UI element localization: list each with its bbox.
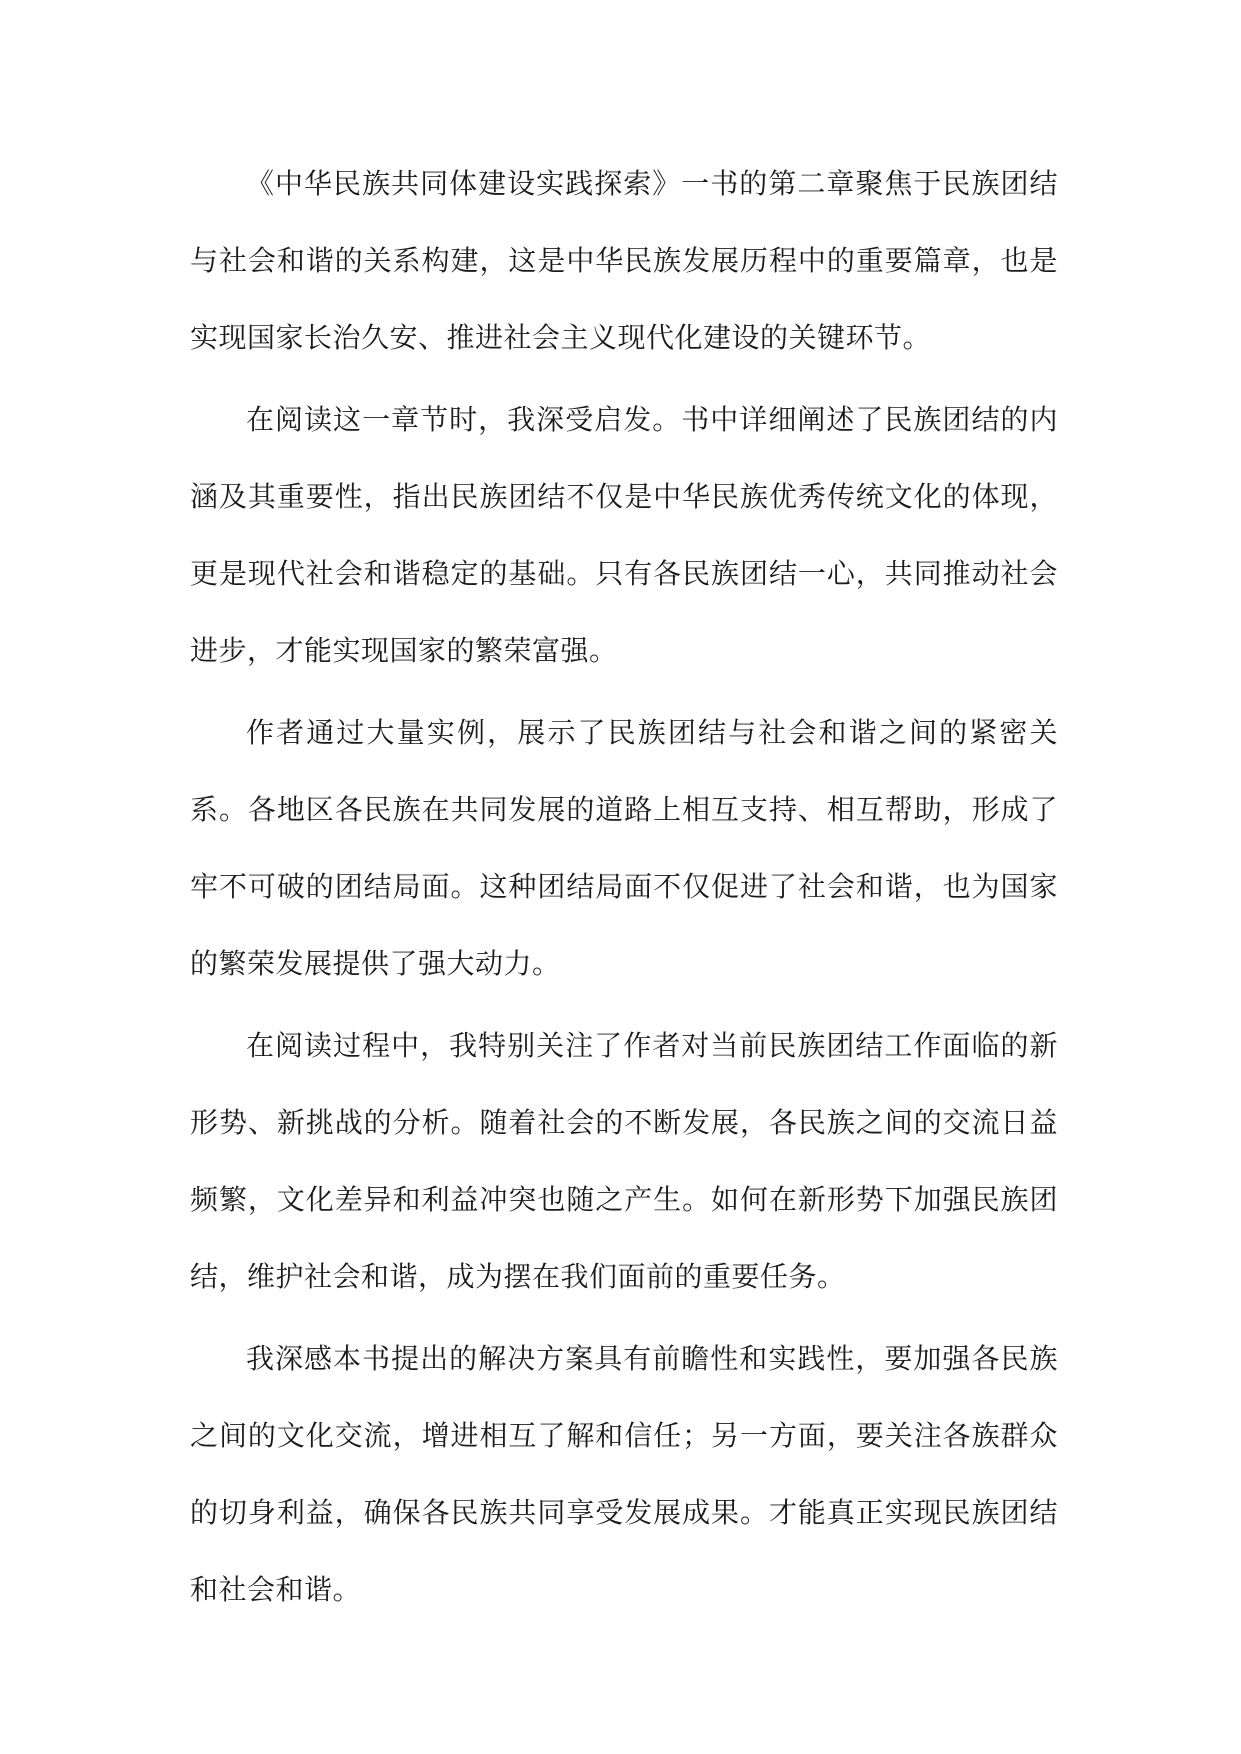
document-body <box>190 145 1058 1633</box>
paragraph-2: 在阅读这一章节时，我深受启发。书中详细阐述了民族团结的内涵及其重要性，指出民族团结不仅是中华民族优秀传统文化的体现，更是现代社会和谐稳定的基础。只有各民族团结一心，共同推动社会进步，才能实现国家的繁荣富强。 <box>190 403 1058 667</box>
paragraph-1: 《中华民族共同体建设实践探索》一书的第二章聚焦于民族团结与社会和谐的关系构建，这是中华民族发展历程中的重要篇章，也是实现国家长治久安、推进社会主义现代化建设的关键环节。 <box>190 167 1058 354</box>
paragraph-3: 作者通过大量实例，展示了民族团结与社会和谐之间的紧密关系。各地区各民族在共同发展的道路上相互支持、相互帮助，形成了牢不可破的团结局面。这种团结局面不仅促进了社会和谐，也为国家的繁荣发展提供了强大动力。 <box>190 716 1058 980</box>
paragraph-5: 我深感本书提出的解决方案具有前瞻性和实践性，要加强各民族之间的文化交流，增进相互了解和信任；另一方面，要关注各族群众的切身利益，确保各民族共同享受发展成果。才能真正实现民族团结和社会和谐。 <box>190 1342 1058 1606</box>
paragraph-4: 在阅读过程中，我特别关注了作者对当前民族团结工作面临的新形势、新挑战的分析。随着社会的不断发展，各民族之间的交流日益频繁，文化差异和利益冲突也随之产生。如何在新形势下加强民族团结，维护社会和谐，成为摆在我们面前的重要任务。 <box>190 1029 1058 1293</box>
